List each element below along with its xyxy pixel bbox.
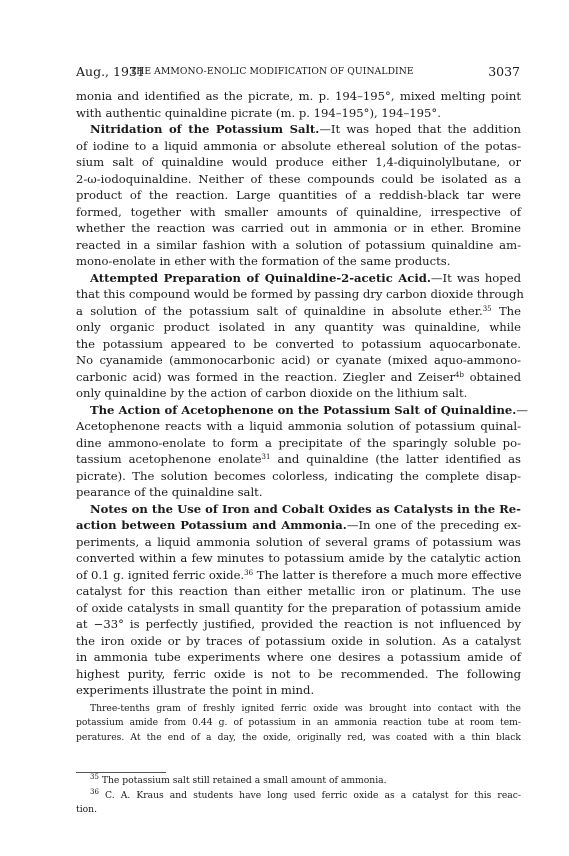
text-line: in ammonia tube experiments where one desires a potassium amide of — [76, 650, 521, 664]
footnotes — [76, 774, 521, 818]
section-heading-line: The Action of Acetophenone on the Potassium Salt of Quinaldine.— — [90, 402, 528, 417]
section-heading: Attempted Preparation of Quinaldine-2-acetic Acid. — [90, 270, 431, 285]
text-line: tassium acetophenone enolate$^{31}$ and quinaldine (the latter identified as — [76, 452, 522, 466]
text-line: potassium amide from 0.44 g. of potassium in an ammonia reaction tube at room tem- — [76, 717, 521, 728]
text-line: of iodine to a liquid ammonia or absolute ethereal solution of the potas- — [76, 138, 521, 153]
text-line: peratures. At the end of a day, the oxide, originally red, was coated with a thin black — [76, 731, 521, 743]
text-line: monia and identified as the picrate, m. p. 194–195°, mixed melting point — [76, 89, 521, 103]
section-heading-line: action between Potassium and Ammonia.—In one of the preceding ex- — [76, 518, 521, 532]
text-line: experiments illustrate the point in mind. — [76, 683, 315, 697]
footnote-number: 35 — [90, 773, 99, 781]
section-heading: action between Potassium and Ammonia. — [76, 518, 347, 532]
article-body — [76, 88, 528, 745]
running-header — [76, 64, 520, 82]
text-line: product of the reaction. Large quantities of a reddish-black tar were — [76, 188, 521, 202]
text-line: No cyanamide (ammonocarbonic acid) or cyanate (mixed aquo-ammono- — [76, 353, 521, 367]
section-heading-line: Attempted Preparation of Quinaldine-2-acetic Acid.—It was hoped — [90, 270, 521, 285]
text-line: only quinaldine by the action of carbon dioxide on the lithium salt. — [76, 386, 468, 400]
section-heading: Notes on the Use of Iron and Cobalt Oxides as Catalysts in the Re- — [90, 501, 521, 516]
text-line: highest purity, ferric oxide is not to be recommended. The following — [76, 666, 521, 681]
footnote-ref: 36 — [244, 568, 254, 577]
text-line: the potassium appeared to be converted to potassium aquocarbonate. — [76, 336, 521, 351]
text-line: converted within a few minutes to potassium amide by the catalytic action — [76, 551, 521, 565]
text-line: reacted in a similar fashion with a solution of potassium quinaldine am- — [76, 237, 521, 252]
text-line: carbonic acid) was formed in the reaction. Ziegler and Zeiser$^{4b}$ obtained — [76, 369, 521, 384]
footnote: $^{35}$ The potassium salt still retained a small amount of ammonia. — [90, 773, 387, 786]
text-line: at −33° is perfectly justified, provided the reaction is not influenced by — [76, 617, 521, 631]
text-line: the iron oxide or by traces of potassium oxide in solution. As a catalyst — [76, 633, 521, 648]
text-line: only organic product isolated in any quantity was quinaldine, while — [76, 320, 521, 334]
footnote-number: 36 — [90, 787, 99, 796]
text-line: of 0.1 g. ignited ferric oxide.$^{36}$ The latter is therefore a much more effective — [76, 567, 522, 582]
text-line: formed, together with smaller amounts of quinaldine, irrespective of — [76, 204, 521, 219]
text-line: sium salt of quinaldine would produce either 1,4-diquinolylbutane, or — [76, 155, 521, 169]
text-line: 2-ω-iodoquinaldine. Neither of these compounds could be isolated as a — [76, 171, 521, 186]
footnote-ref: 31 — [261, 453, 271, 461]
footnote-ref: 4b — [455, 370, 464, 379]
header-title: THE AMMONO-ENOLIC MODIFICATION OF QUINALDINE — [130, 66, 414, 77]
text-line: of oxide catalysts in small quantity for the preparation of potassium amide — [76, 600, 521, 615]
text-line: that this compound would be formed by passing dry carbon dioxide through — [76, 287, 524, 301]
footnote-continuation: tion. — [76, 804, 97, 815]
text-line: a solution of the potassium salt of quinaldine in absolute ether.$^{35}$ The — [76, 303, 522, 318]
section-heading-line: Nitridation of the Potassium Salt.—It was hoped that the addition — [90, 122, 521, 136]
text-line: whether the reaction was carried out in ammonia or in ether. Bromine — [76, 221, 521, 235]
page-number: 3037 — [488, 64, 520, 79]
text-line: dine ammono-enolate to form a precipitate of the sparingly soluble po- — [76, 435, 521, 450]
text-line: mono-enolate in ether with the formation of the same products. — [76, 254, 451, 268]
footnote-ref: 35 — [482, 304, 492, 313]
header-date: Aug., 1931 — [76, 64, 145, 79]
footnote: $^{36}$ C. A. Kraus and students have long used ferric oxide as a catalyst for this reac- — [90, 787, 521, 801]
text-line: picrate). The solution becomes colorless, indicating the complete disap- — [76, 468, 521, 483]
text-line: Three-tenths gram of freshly ignited ferric oxide was brought into contact with the — [90, 702, 521, 714]
experimental-note — [76, 702, 521, 746]
text-line: catalyst for this reaction than either metallic iron or platinum. The use — [76, 584, 521, 598]
section-heading: Nitridation of the Potassium Salt. — [90, 122, 320, 136]
text-line: periments, a liquid ammonia solution of several grams of potassium was — [76, 534, 521, 549]
text-line: pearance of the quinaldine salt. — [76, 485, 263, 499]
text-line: with authentic quinaldine picrate (m. p. 194–195°), 194–195°. — [76, 105, 441, 120]
section-heading: The Action of Acetophenone on the Potassium Salt of Quinaldine. — [90, 402, 517, 417]
text-line: Acetophenone reacts with a liquid ammonia solution of potassium quinal- — [76, 419, 521, 433]
